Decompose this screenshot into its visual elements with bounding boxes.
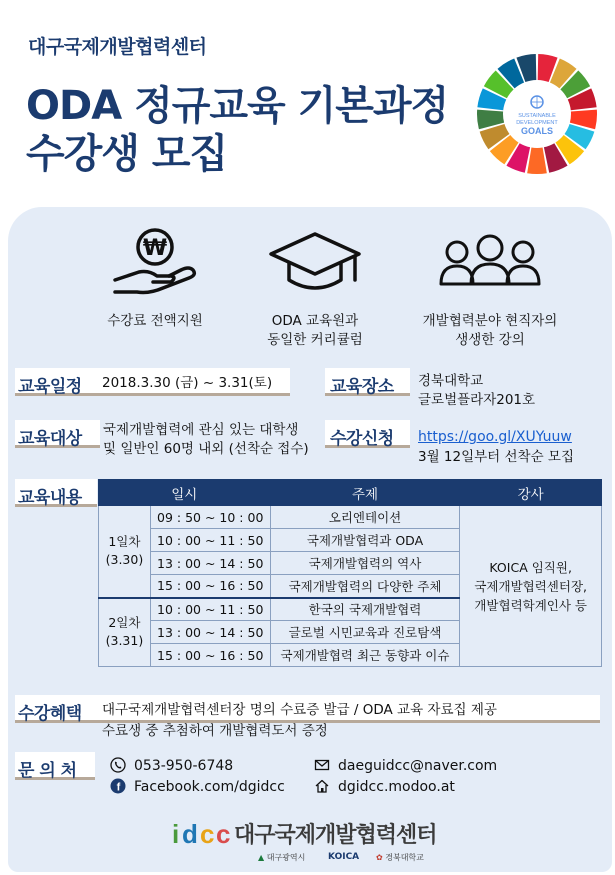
day1-cell (99, 506, 151, 598)
feature-label: 수강료 전액지원 (107, 313, 203, 329)
target-label: 교육대상 (18, 429, 82, 449)
coin-hand-icon (109, 222, 201, 302)
facebook-link[interactable]: Facebook.com/dgidcc (134, 779, 285, 795)
apply-label: 수강신청 (330, 429, 394, 449)
venue-line2: 글로벌플라자201호 (418, 392, 536, 408)
header-time: 일시 (99, 480, 271, 506)
day1-line1: 1일차 (108, 534, 141, 550)
day1-line2: (3.30) (105, 552, 144, 568)
instructor-line3: 개발협력학계인사 등 (474, 597, 587, 613)
feature-label-line1: ODA 교육원과 (271, 313, 359, 329)
homepage-link[interactable]: dgidcc.modoo.at (338, 779, 455, 795)
instructor-line1: KOICA 임직원, (489, 559, 572, 575)
topic-cell: 오리엔테이션 (270, 506, 460, 529)
feature-label-line2: 동일한 커리큘럼 (267, 332, 363, 348)
partner-knu: ✿ 경북대학교 (376, 853, 424, 862)
contact-label: 문 의 처 (18, 761, 77, 781)
page-title-line1: ODA 정규교육 기본과정 (26, 83, 449, 129)
time-cell: 15 : 00 ~ 16 : 50 (150, 644, 270, 667)
topic-cell: 국제개발협력의 역사 (270, 552, 460, 575)
partner-daegu-label: 대구광역시 (266, 853, 306, 862)
people-icon (435, 222, 545, 302)
venue-label: 교육장소 (330, 377, 394, 397)
feature-free-tuition (75, 222, 235, 331)
svg-text:c: c (200, 819, 215, 849)
feature-curriculum (240, 222, 390, 350)
target-line2: 및 일반인 60명 내외 (선착순 접수) (103, 441, 309, 457)
header (0, 0, 615, 210)
sdg-segment (527, 148, 547, 174)
phone-icon (110, 757, 126, 773)
curriculum-table (98, 479, 602, 667)
partner-koica: KOICA (328, 852, 360, 862)
contact-phone (110, 757, 233, 774)
feature-label-line2: 생생한 강의 (455, 332, 525, 348)
schedule-label: 교육일정 (18, 377, 82, 397)
svg-text:f: f (116, 781, 121, 794)
sdg-logo-line3: GOALS (520, 126, 554, 136)
topic-cell: 국제개발협력 최근 동향과 이슈 (270, 644, 460, 667)
time-cell: 13 : 00 ~ 14 : 50 (150, 552, 270, 575)
benefits-line2: 수료생 중 추첨하여 개발협력도서 증정 (102, 723, 328, 739)
schedule-value: 2018.3.30 (금) ~ 3.31(토) (102, 375, 273, 391)
target-line1: 국제개발협력에 관심 있는 대학생 (103, 422, 299, 438)
time-cell: 10 : 00 ~ 11 : 50 (150, 598, 270, 621)
feature-label-line1: 개발협력분야 현직자의 (422, 313, 558, 329)
instructor-cell (460, 506, 602, 667)
topic-cell: 국제개발협력의 다양한 주체 (270, 575, 460, 598)
apply-note: 3월 12일부터 선착순 모집 (418, 449, 575, 465)
svg-text:d: d (182, 819, 198, 849)
feature-lectures (390, 222, 590, 350)
time-cell: 13 : 00 ~ 14 : 50 (150, 621, 270, 644)
apply-link[interactable]: https://goo.gl/XUYuuw (418, 429, 572, 445)
sdg-logo-line2: DEVELOPMENT (516, 120, 558, 126)
facebook-icon (110, 778, 126, 794)
phone-number: 053-950-6748 (134, 758, 234, 774)
curriculum-label: 교육내용 (18, 488, 82, 508)
table-row (99, 506, 602, 529)
org-name: 대구국제개발협력센터 (28, 36, 207, 58)
contact-facebook (110, 778, 285, 795)
partner-daegu: ▲ 대구광역시 (258, 853, 306, 862)
un-emblem-icon (531, 96, 543, 108)
partner-knu-label: 경북대학교 (385, 853, 424, 862)
header-instructor: 강사 (460, 480, 602, 506)
instructor-line2: 국제개발협력센터장, (474, 578, 587, 594)
day2-line2: (3.31) (105, 633, 144, 649)
benefits-line1: 대구국제개발협력센터장 명의 수료증 발급 / ODA 교육 자료집 제공 (102, 702, 497, 718)
graduation-cap-icon (265, 222, 365, 302)
page-title-line2: 수강생 모집 (26, 131, 228, 177)
table-header-row (99, 480, 602, 506)
svg-text:c: c (216, 819, 231, 849)
mail-icon (314, 757, 330, 773)
time-cell: 15 : 00 ~ 16 : 50 (150, 575, 270, 598)
day2-line1: 2일차 (108, 615, 141, 631)
day2-cell (99, 598, 151, 667)
time-cell: 10 : 00 ~ 11 : 50 (150, 529, 270, 552)
benefits-label: 수강혜택 (18, 704, 82, 724)
footer-org-name: 대구국제개발협력센터 (234, 823, 437, 848)
venue-line1: 경북대학교 (418, 373, 484, 389)
home-icon (314, 778, 330, 794)
contact-email (314, 757, 497, 774)
topic-cell: 한국의 국제개발협력 (270, 598, 460, 621)
time-cell: 09 : 50 ~ 10 : 00 (150, 506, 270, 529)
topic-cell: 국제개발협력과 ODA (270, 529, 460, 552)
sdg-logo-line1: SUSTAINABLE (518, 113, 556, 119)
contact-homepage (314, 778, 455, 795)
topic-cell: 글로벌 시민교육과 진로탐색 (270, 621, 460, 644)
svg-text:i: i (172, 819, 180, 849)
svg-text:₩: ₩ (142, 236, 168, 261)
sdg-wheel-logo (475, 52, 599, 176)
header-topic: 주제 (270, 480, 460, 506)
email-address[interactable]: daeguidcc@naver.com (338, 758, 498, 774)
